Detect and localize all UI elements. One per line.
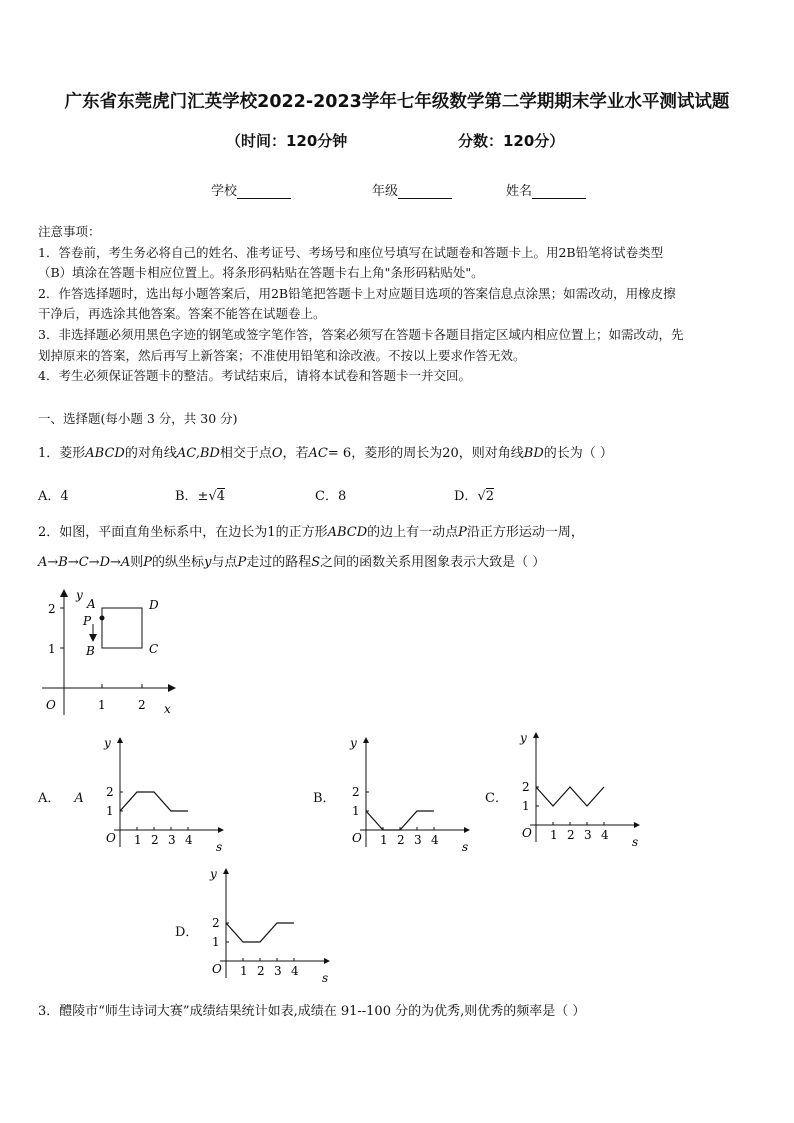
q2-option-a-italic: A [74, 791, 84, 806]
y-axis-arrow [117, 737, 123, 743]
q2-math: P [143, 555, 153, 570]
point-p [100, 616, 105, 621]
q1-text: ，则对角线 [458, 446, 524, 461]
q2-text: 与点 [211, 555, 238, 570]
name-label: 姓名 [506, 184, 533, 199]
school-field [211, 180, 291, 199]
q1-math: ABCD [85, 446, 125, 461]
square-abcd [102, 608, 142, 648]
notes-block [38, 222, 763, 387]
q2-text: 的正方形 [275, 525, 328, 540]
graph-y-label: y [104, 736, 111, 750]
fig-x-tick-label: 2 [138, 698, 146, 712]
graph-option-a [96, 735, 236, 855]
graph-y-tick-label: 1 [352, 804, 360, 818]
school-blank[interactable] [237, 184, 291, 199]
y-axis-arrow [223, 868, 229, 874]
graph-s-label: s [632, 835, 639, 849]
fig-y-label: y [76, 588, 83, 602]
q1-text: = 6 [327, 446, 352, 461]
q2-math: P [458, 525, 467, 540]
square-coordinate-figure [34, 585, 184, 720]
q2-text: 的边上有一动点 [367, 525, 459, 540]
q1-math: AC [308, 446, 328, 461]
q2-text: 之间的函数关系用图象表示大致是（ ） [320, 555, 546, 570]
section-heading: 一、选择题(每小题 3 分，共 30 分) [38, 411, 238, 426]
q1-option-c[interactable]: C．8 [315, 489, 347, 504]
exam-time: （时间：120分钟 [226, 132, 348, 150]
q2-math: A→B→C→D→A [38, 555, 131, 570]
graph-y-label: y [210, 867, 217, 881]
graph-x-tick-label: 4 [185, 833, 193, 847]
fig-vertex-a: A [87, 597, 96, 611]
graph-y-tick-label: 1 [212, 935, 220, 949]
y-axis-arrow [533, 732, 539, 738]
graph-y-tick-label: 1 [522, 799, 530, 813]
fig-y-tick-label: 1 [48, 642, 56, 656]
q2-math: y [204, 555, 212, 570]
note-line: 3．非选择题必须用黑色字迹的钢笔或签字笔作答，答案必须写在答题卡各题目指定区域内相应位置上；如需改动，先 [38, 326, 684, 342]
q1-option-a[interactable]: A．4 [38, 489, 69, 504]
graph-x-tick-label: 1 [240, 964, 248, 978]
graph-s-label: s [322, 971, 329, 985]
x-axis-arrow [634, 822, 640, 828]
graph-origin-label: O [352, 831, 362, 845]
q2-option-a-label: A． [38, 791, 61, 806]
q1-text: 相交于点 [219, 446, 272, 461]
school-label: 学校 [211, 184, 238, 199]
y-axis-arrow [363, 737, 369, 743]
graph-series-line [120, 792, 188, 811]
graph-x-tick-label: 3 [168, 833, 176, 847]
note-line: 1．答卷前，考生务必将自己的姓名、准考证号、考场号和座位号填写在试题卷和答题卡上。用2B铅笔将试卷类型 [38, 244, 664, 260]
graph-x-tick-label: 2 [151, 833, 159, 847]
question-2-line1 [38, 521, 584, 540]
q2-option-d[interactable]: D． [175, 925, 199, 940]
fig-x-label: x [164, 702, 171, 716]
q1-math: O [271, 446, 283, 461]
graph-s-label: s [462, 840, 469, 854]
note-line: 4．考生必须保证答题卡的整洁。考试结束后，请将本试卷和答题卡一并交回。 [38, 368, 471, 384]
q1-text: ，若 [282, 446, 309, 461]
graph-y-tick-label: 2 [522, 780, 530, 794]
q2-text: 的纵坐标 [152, 555, 205, 570]
question-3: 3．醴陵市“师生诗词大赛”成绩结果统计如表,成绩在 91--100 分的为优秀,则优秀的频率是（ ） [38, 1004, 586, 1019]
graph-x-tick-label: 1 [550, 828, 558, 842]
graph-x-tick-label: 3 [584, 828, 592, 842]
q2-option-b[interactable]: B． [313, 791, 336, 806]
question-2-line2 [38, 551, 545, 570]
graph-option-c [512, 730, 652, 850]
graph-x-tick-label: 2 [397, 833, 405, 847]
x-axis-arrow [218, 827, 224, 833]
q2-option-a[interactable] [38, 787, 84, 806]
q2-math: ABCD [327, 525, 368, 540]
graph-x-tick-label: 4 [601, 828, 609, 842]
fig-point-p: P [83, 614, 92, 628]
graph-origin-label: O [106, 831, 116, 845]
name-blank[interactable] [532, 184, 586, 199]
graph-y-tick-label: 2 [352, 785, 360, 799]
note-line: 划掉原来的答案，然后再写上新答案；不准使用铅笔和涂改液。不按以上要求作答无效。 [38, 347, 526, 363]
q1-text: 1．菱形 [38, 446, 86, 461]
q1-option-d-label: D． [454, 489, 478, 504]
graph-option-d [202, 866, 342, 986]
graph-option-b [342, 735, 482, 855]
sqrt-symbol: √ [208, 489, 217, 504]
q2-text: 2．如图，平面直角坐标系中，在边长为 [38, 525, 268, 540]
graph-origin-label: O [212, 962, 222, 976]
q1-math: BD [523, 446, 544, 461]
q2-text: 1 [267, 525, 276, 540]
graph-y-label: y [520, 731, 527, 745]
grade-blank[interactable] [398, 184, 452, 199]
q1-text: ，菱形的周长为 [351, 446, 443, 461]
graph-x-tick-label: 1 [380, 833, 388, 847]
fig-vertex-d: D [149, 598, 159, 612]
sqrt-symbol: √ [477, 489, 486, 504]
q1-math: AC,BD [176, 446, 220, 461]
graph-series-line [226, 923, 294, 942]
note-line: （B）填涂在答题卡相应位置上。将条形码粘贴在答题卡右上角"条形码粘贴处"。 [38, 265, 484, 281]
graph-y-tick-label: 2 [106, 785, 114, 799]
q2-text: 沿正方形运动一周， [466, 525, 584, 540]
radicand: 4 [216, 489, 226, 504]
graph-y-tick-label: 1 [106, 804, 114, 818]
q1-option-b[interactable] [175, 485, 225, 504]
q2-math: P [237, 555, 247, 570]
q2-text: 走过的路程 [246, 555, 312, 570]
x-axis-arrow [464, 827, 470, 833]
fig-vertex-c: C [149, 642, 159, 656]
graph-x-tick-label: 4 [291, 964, 299, 978]
q2-option-c[interactable]: C． [485, 791, 508, 806]
graph-origin-label: O [522, 826, 532, 840]
fig-vertex-b: B [86, 644, 95, 658]
q1-text: 的对角线 [124, 446, 177, 461]
q1-text: 的长为（ ） [543, 446, 613, 461]
note-line: 干净后，再选涂其他答案。答案不能答在试题卷上。 [38, 306, 326, 322]
q2-math: S [311, 555, 321, 570]
graph-x-tick-label: 2 [257, 964, 265, 978]
page-title: 广东省东莞虎门汇英学校2022-2023学年七年级数学第二学期期末学业水平测试试题 [64, 92, 730, 112]
q1-text: 20 [442, 446, 459, 461]
graph-y-label: y [350, 736, 357, 750]
q2-text: 则 [130, 555, 144, 570]
graph-series-line [536, 787, 604, 806]
grade-label: 年级 [372, 184, 399, 199]
x-axis-arrow [324, 958, 330, 964]
note-line: 2．作答选择题时，选出每小题答案后，用2B铅笔把答题卡上对应题目选项的答案信息点涂黑；如需改动，用橡皮擦 [38, 285, 676, 301]
name-field [506, 180, 586, 199]
graph-y-tick-label: 2 [212, 916, 220, 930]
fig-x-tick-label: 1 [98, 698, 106, 712]
graph-s-label: s [216, 840, 223, 854]
fig-y-tick-label: 2 [48, 602, 56, 616]
graph-x-tick-label: 3 [414, 833, 422, 847]
graph-x-tick-label: 3 [274, 964, 282, 978]
radicand: 2 [485, 489, 495, 504]
fig-origin-label: O [46, 698, 56, 712]
graph-x-tick-label: 2 [567, 828, 575, 842]
graph-x-tick-label: 4 [431, 833, 439, 847]
q1-option-d[interactable] [454, 485, 494, 504]
grade-field [372, 180, 452, 199]
question-1 [38, 442, 613, 461]
exam-score: 分数：120分） [458, 132, 565, 150]
notes-heading: 注意事项： [38, 224, 101, 239]
graph-x-tick-label: 1 [134, 833, 142, 847]
q1-option-b-label: B．± [175, 489, 209, 504]
